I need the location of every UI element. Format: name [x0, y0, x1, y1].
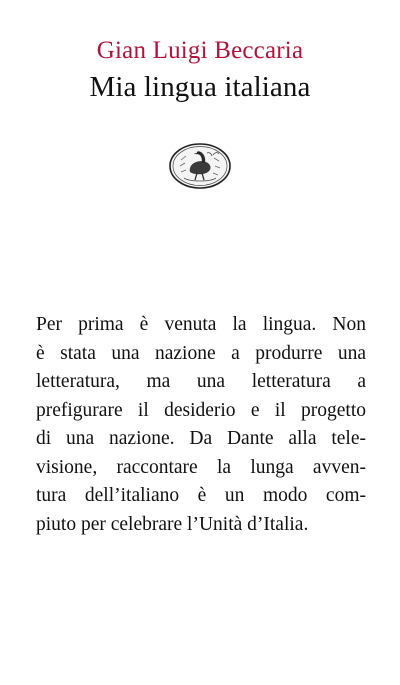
blurb-line: letteratura, ma una letteratura a — [36, 371, 366, 392]
ostrich-emblem-icon — [168, 142, 232, 190]
blurb-line: prefigurare il desiderio e il progetto — [36, 399, 366, 421]
blurb-line: visione, raccontare la lunga avven- — [36, 456, 366, 478]
blurb — [36, 311, 366, 539]
author-name: Gian Luigi Beccaria — [96, 37, 304, 64]
book-title: Mia lingua italiana — [89, 71, 311, 103]
blurb-line: Per prima è venuta la lingua. Non — [36, 314, 366, 335]
blurb-line: è stata una nazione a produrre una — [36, 342, 366, 364]
blurb-line: tura dell’italiano è un modo com- — [36, 485, 366, 506]
blurb-line: piuto per celebrare l’Unità d’Italia. — [36, 513, 309, 535]
blurb-line: di una nazione. Da Dante alla tele- — [36, 428, 366, 449]
